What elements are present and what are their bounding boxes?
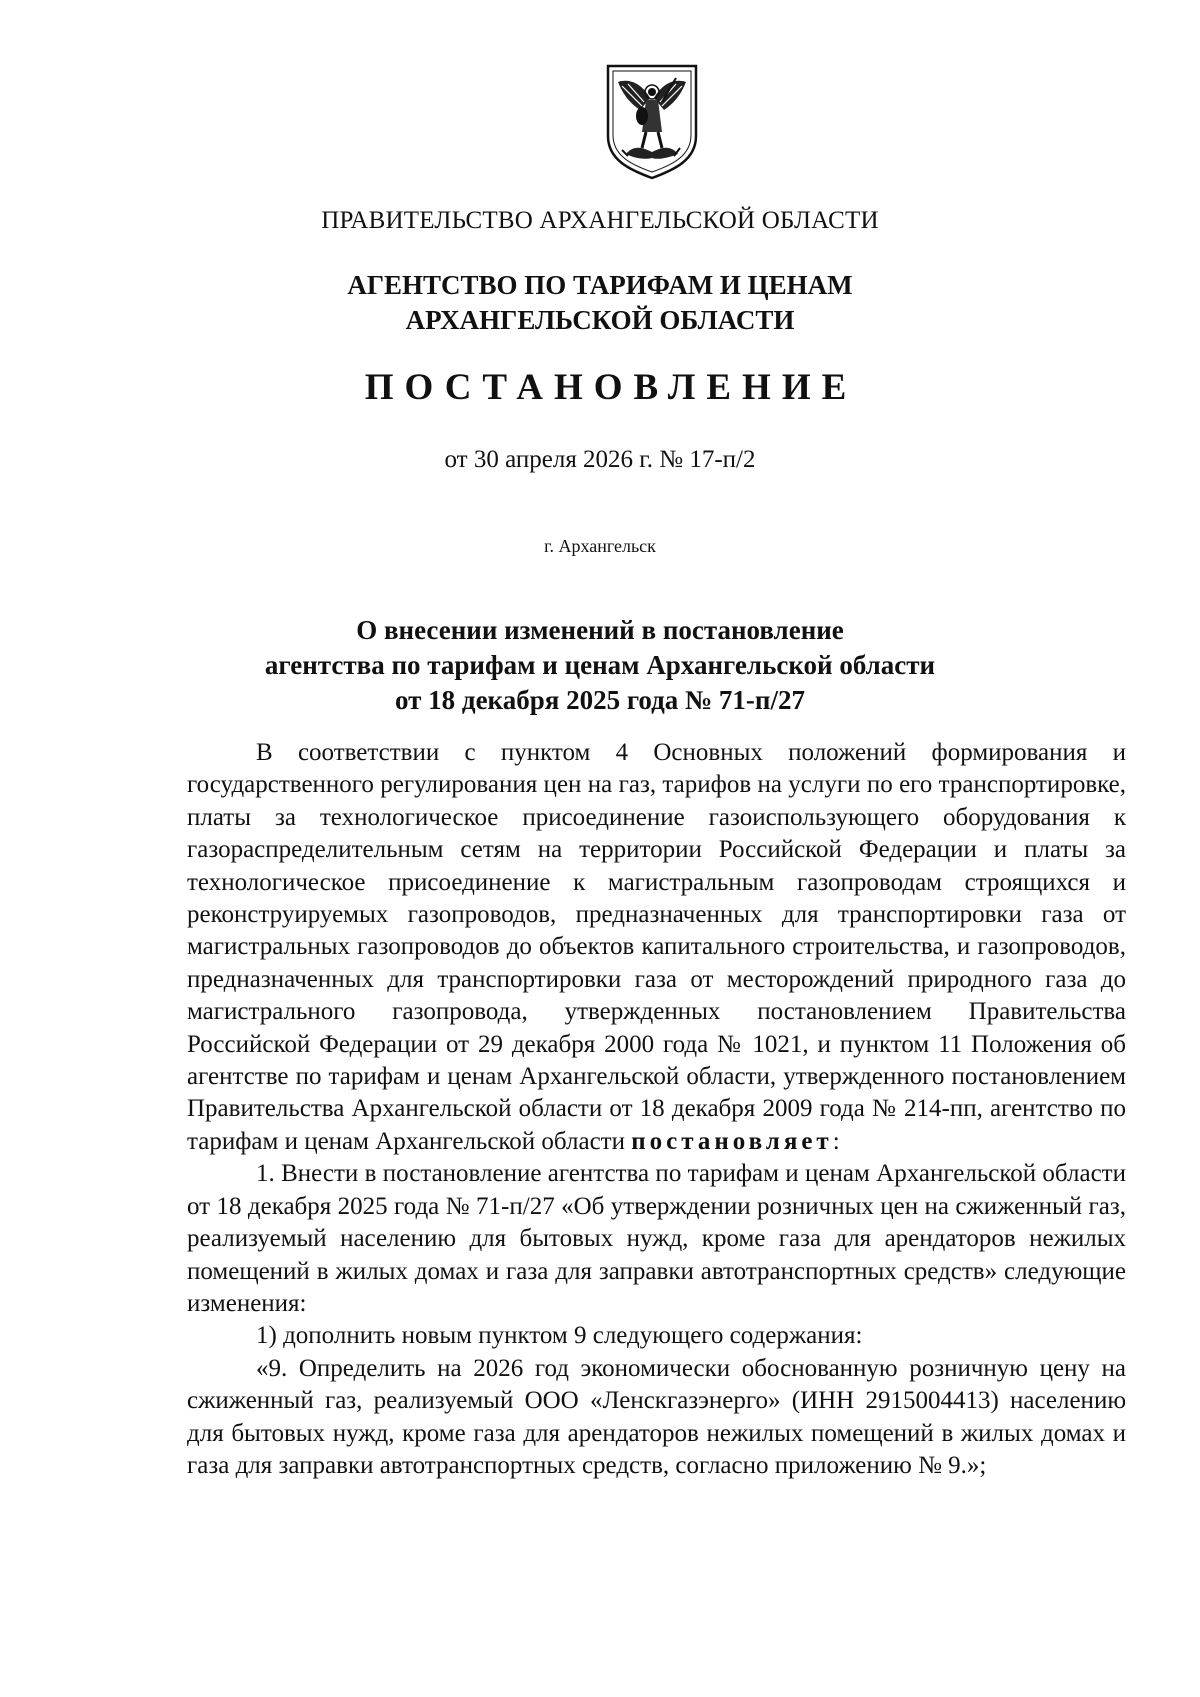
decree-colon: : xyxy=(832,1127,840,1155)
document-city: г. Архангельск xyxy=(544,536,656,556)
item-1-sub-1-text-paragraph: «9. Определить на 2026 год экономически обоснованную розничную цену на сжиженный газ, реализуемый ООО «Ленскгазэнерго» (ИНН 2915004413) населению для бытовых нужд, кроме газа для арендаторов нежилых помещений в жилых домах и газа для заправки автотранспортных средств, согласно приложению № 9.»; xyxy=(187,1354,1126,1479)
preamble-text: В соответствии с пунктом 4 Основных положений формирования и государственного регулирования цен на газ, тарифов на услуги по его транспортировке, платы за технологическое присоединение газоиспользующего оборудования к газораспределительным сетям на территории Российской Федерации и платы за технологическое присоединение к магистральным газопроводам строящихся и реконструируемых газопроводов, предназначенных для транспортировки газа от магистральных газопроводов до объектов капитального строительства, и газопроводов, предназначенных для транспортировки газа от месторождений природного газа до магистрального газопровода, утвержденных постановлением Правительства Российской Федерации от 29 декабря 2000 года № 1021, и пунктом 11 Положения об агентстве по тарифам и ценам Архангельской области, утвержденного постановлением Правительства Архангельской области от 18 декабря 2009 года № 214-пп, агентство по тарифам и ценам Архангельской области xyxy=(187,739,1126,1155)
government-name: ПРАВИТЕЛЬСТВО АРХАНГЕЛЬСКОЙ ОБЛАСТИ xyxy=(321,207,879,234)
arkhangelsk-coat-of-arms-icon xyxy=(604,62,700,180)
agency-name xyxy=(0,268,1200,338)
subject-line-1: О внесении изменений в постановление xyxy=(356,615,844,645)
agency-name-line-2: АРХАНГЕЛЬСКОЙ ОБЛАСТИ xyxy=(405,305,795,335)
agency-name-line-1: АГЕНТСТВО ПО ТАРИФАМ И ЦЕНАМ xyxy=(347,270,853,300)
subject-line-2: агентства по тарифам и ценам Архангельской области xyxy=(264,650,936,680)
subject-line-3: от 18 декабря 2025 года № 71-п/27 xyxy=(395,685,805,715)
document-type-title: ПОСТАНОВЛЕНИЕ xyxy=(364,367,858,408)
item-1-sub-1-paragraph: 1) дополнить новым пунктом 9 следующего содержания: xyxy=(256,1322,863,1350)
document-subject xyxy=(0,613,1200,718)
item-1-paragraph: 1. Внести в постановление агентства по тарифам и ценам Архангельской области от 18 декабря 2025 года № 71-п/27 «Об утверждении розничных цен на сжиженный газ, реализуемый населению для бытовых нужд, кроме газа для арендаторов нежилых помещений в жилых домах и газа для заправки автотранспортных средств» следующие изменения: xyxy=(187,1160,1126,1317)
document-body xyxy=(187,737,1126,1482)
preamble-paragraph xyxy=(187,737,1126,1158)
decree-word: постановляет xyxy=(631,1127,833,1155)
document-date-number: от 30 апреля 2026 г. № 17-п/2 xyxy=(444,446,756,473)
